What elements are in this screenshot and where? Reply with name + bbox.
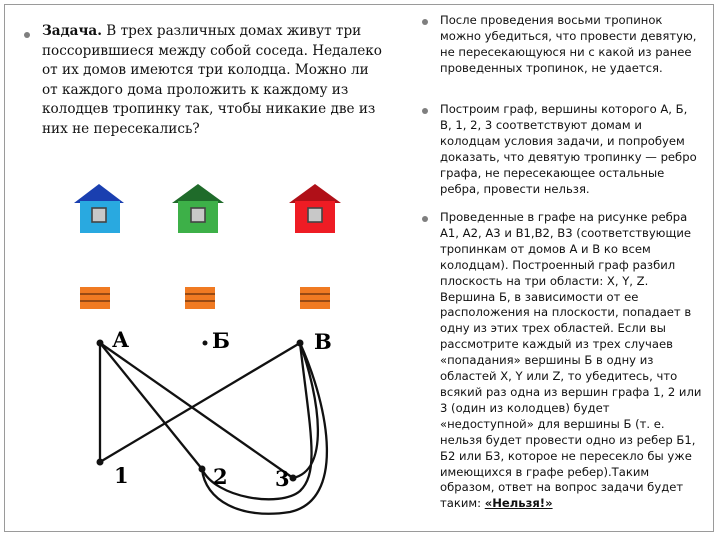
label-a: А — [112, 327, 130, 352]
label-1: 1 — [114, 463, 129, 488]
vertex-3 — [290, 475, 297, 482]
paragraph-2: Построим граф, вершины которого А, Б, В, 1, 2, 3 соответствуют домам и колодцам условия задачи, и попробуем доказать, что девятую тропинку — ребро графа, не пересекающее остальные ребра, провести нельзя. — [440, 102, 697, 196]
label-b: Б — [212, 328, 230, 353]
edge-v3 — [293, 343, 318, 478]
vertex-1 — [97, 459, 104, 466]
vertex-a — [97, 340, 104, 347]
house-red-icon — [289, 184, 341, 233]
house-green-icon — [172, 184, 224, 233]
answer-text: «Нельзя!» — [484, 496, 553, 511]
task-title: Задача. — [42, 23, 102, 39]
edge-a2 — [100, 343, 202, 469]
label-3: 3 — [275, 466, 290, 491]
vertex-2 — [199, 466, 206, 473]
paragraph-3-body: Проведенные в графе на рисунке ребра А1, А2, А3 и В1,В2, В3 (соответствующие тропинкам от домов А и В ко всем колодцам). Построенный граф разбил плоскость на три области: X, Y, Z. Вершина Б, в зависимости от ее расположения на плоскости, попадает в одну из этих трех областей. Если вы рассмотрите каждый из трех случаев «попадания» вершины Б в одну из областей X, Y или Z, то убедитесь, что всякий раз одна из вершин графа 1, 2 или 3 (один из колодцев) будет «недоступной» для вершины Б (т. е. нельзя будет провести одно из ребер Б1, Б2 или Б3, которое не пересекло бы уже имеющихся в графе ребер).Таким образом, ответ на вопрос задачи будет таким: — [440, 210, 702, 511]
task-body: В трех различных домах живут три поссорившиеся между собой соседа. Недалеко от их домов имеются три колодца. Можно ли от каждого дома проложить к каждому из колодцев тропинку так, чтобы никакие две из них не пересекались? — [42, 23, 382, 137]
paragraph-1: После проведения восьми тропинок можно убедиться, что провести девятую, не пересекающуюся ни с какой из ранее проведенных тропинок, не удается. — [440, 13, 697, 75]
edge-v1 — [100, 343, 300, 462]
vertex-v — [297, 340, 304, 347]
label-2: 2 — [213, 464, 228, 489]
well-icon — [80, 287, 110, 309]
house-blue-icon — [74, 184, 124, 233]
vertex-b — [203, 341, 208, 346]
well-icon — [300, 287, 330, 309]
well-icon — [185, 287, 215, 309]
label-v: В — [314, 329, 332, 354]
